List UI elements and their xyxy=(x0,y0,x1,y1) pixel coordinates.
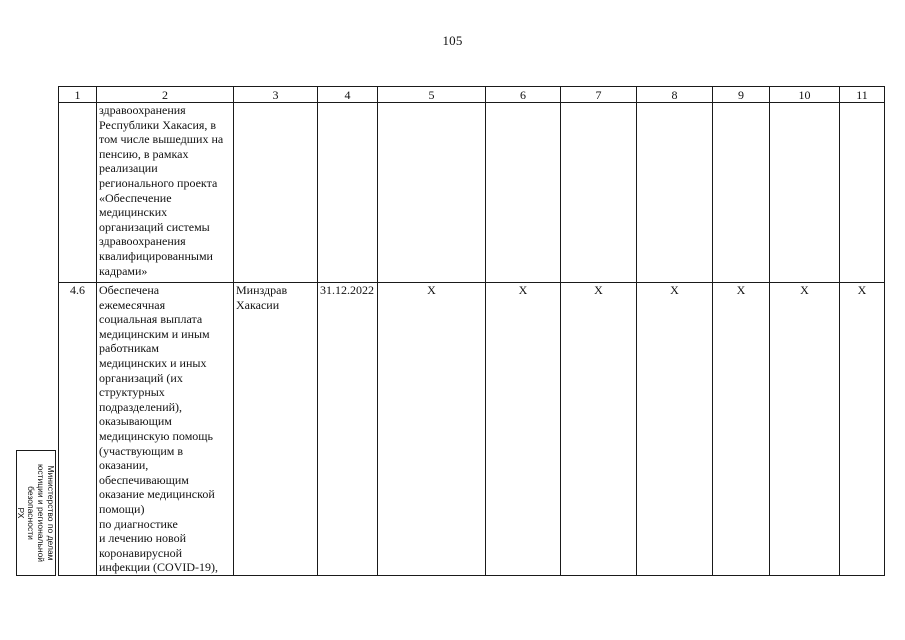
row-description-cell: Обеспечена ежемесячная социальная выплата медицинским и иным работникам медицинских и иных организаций (их структурных подразделений), оказывающим медицинскую помощь (участвующим в оказании, обеспечивающим оказание медицинской помощи) по диагностике и лечению новой коронавирусной инфекции (COVID-19), xyxy=(97,283,234,576)
header-row xyxy=(59,87,885,103)
row-mark-cell xyxy=(486,103,561,283)
stamp-text: Министерство по делам юстиции и региональной безопасности РХ xyxy=(16,463,56,563)
row-mark-cell xyxy=(713,103,770,283)
row-mark-cell xyxy=(561,103,637,283)
column-header: 9 xyxy=(713,87,770,103)
registration-stamp xyxy=(16,450,56,576)
column-header: 6 xyxy=(486,87,561,103)
table-row xyxy=(59,283,885,576)
column-header: 7 xyxy=(561,87,637,103)
row-executor-cell xyxy=(234,103,318,283)
row-description-cell: здравоохранения Республики Хакасия, в том числе вышедших на пенсию, в рамках реализации регионального проекта «Обеспечение медицинских организаций системы здравоохранения квалифицированными кадрами» xyxy=(97,103,234,283)
row-mark-cell xyxy=(378,103,486,283)
row-mark-cell: Х xyxy=(561,283,637,576)
column-header: 5 xyxy=(378,87,486,103)
row-mark-cell: Х xyxy=(637,283,713,576)
row-mark-cell: Х xyxy=(840,283,885,576)
row-mark-cell: Х xyxy=(486,283,561,576)
row-mark-cell xyxy=(840,103,885,283)
row-mark-cell: Х xyxy=(713,283,770,576)
column-header: 10 xyxy=(770,87,840,103)
row-number-cell xyxy=(59,103,97,283)
table-row xyxy=(59,103,885,283)
column-header: 11 xyxy=(840,87,885,103)
row-executor-cell: Минздрав Хакасии xyxy=(234,283,318,576)
row-mark-cell xyxy=(770,103,840,283)
column-header: 4 xyxy=(318,87,378,103)
row-mark-cell xyxy=(637,103,713,283)
row-mark-cell: Х xyxy=(378,283,486,576)
row-date-cell xyxy=(318,103,378,283)
row-date-cell: 31.12.2022 xyxy=(318,283,378,576)
row-number-cell: 4.6 xyxy=(59,283,97,576)
page-number: 105 xyxy=(442,33,463,48)
plan-table xyxy=(58,86,885,576)
column-header: 2 xyxy=(97,87,234,103)
column-header: 8 xyxy=(637,87,713,103)
column-header: 1 xyxy=(59,87,97,103)
row-mark-cell: Х xyxy=(770,283,840,576)
column-header: 3 xyxy=(234,87,318,103)
